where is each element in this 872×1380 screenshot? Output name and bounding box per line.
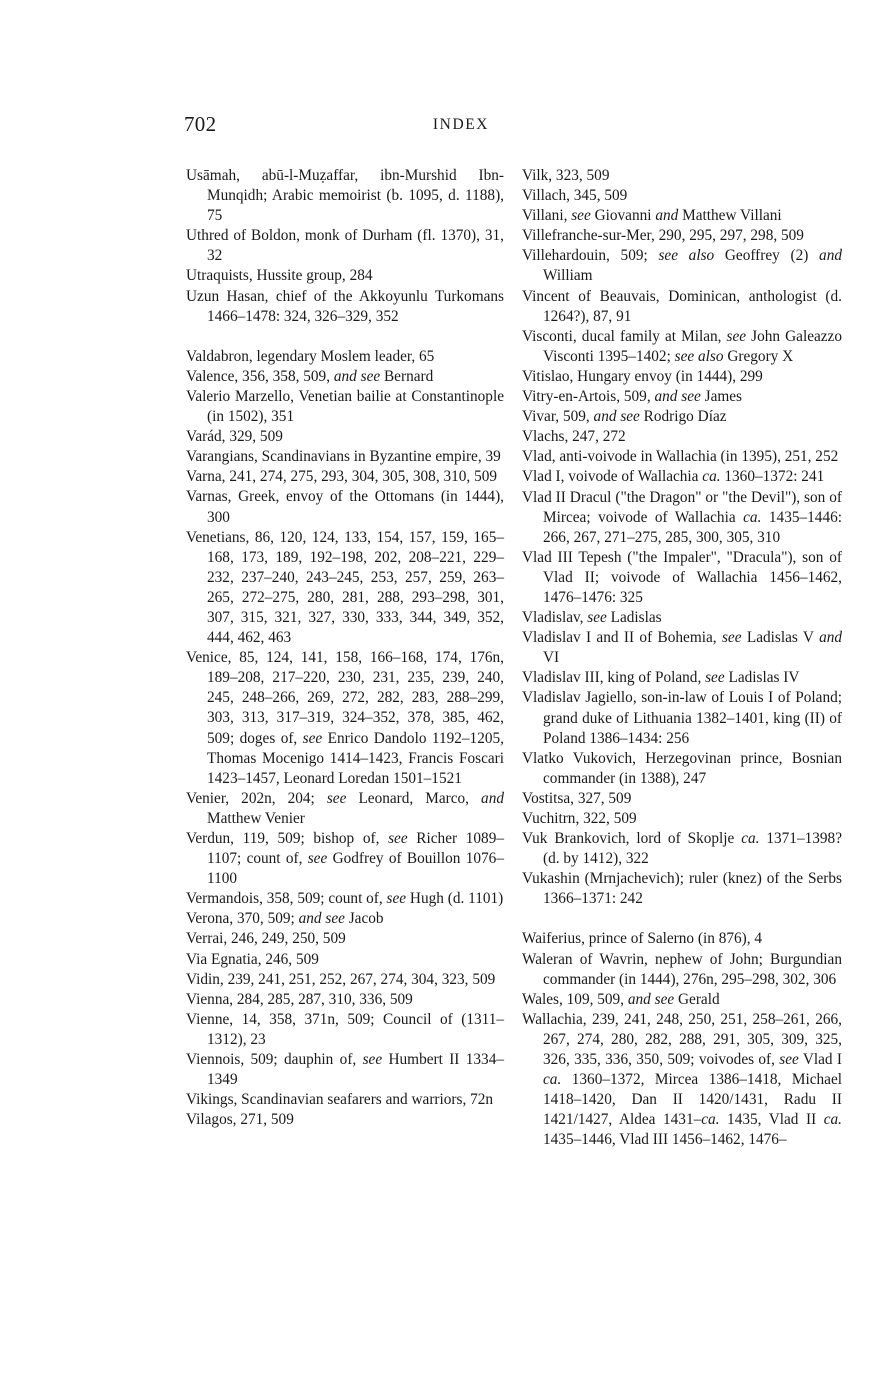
index-entry: Uthred of Boldon, monk of Durham (fl. 1370), 31, 32 [186, 227, 504, 265]
index-entry: Vienne, 14, 358, 371n, 509; Council of (1311–1312), 23 [186, 1010, 504, 1048]
index-entry: Uzun Hasan, chief of the Akkoyunlu Turkomans 1466–1478: 324, 326–329, 352 [186, 287, 504, 325]
index-entry: Villefranche-sur-Mer, 290, 295, 297, 298, 509 [522, 227, 804, 245]
index-entry: Waiferius, prince of Salerno (in 876), 4 [522, 930, 763, 948]
index-column-right [522, 166, 842, 1151]
index-entry: Verona, 370, 509; and see Jacob [186, 910, 384, 928]
index-entry: Varangians, Scandinavians in Byzantine empire, 39 [186, 448, 501, 466]
page-number: 702 [184, 112, 217, 136]
letter-group-gap [522, 909, 842, 929]
index-entry: Valence, 356, 358, 509, and see Bernard [186, 367, 434, 385]
index-entry: Venice, 85, 124, 141, 158, 166–168, 174, 176n, 189–208, 217–220, 230, 231, 235, 239, 240, 245, 248–266, 269, 272, 282, 283, 288–299, 303, 313, 317–319, 324–352, 378, 385, 462, 509; doges of, see Enrico Dandolo 1192–1205, Thomas Mocenigo 1414–1423, Francis Foscari 1423–1457, Leonard Loredan 1501–1521 [186, 649, 504, 787]
index-entry: Vladislav Jagiello, son-in-law of Louis I of Poland; grand duke of Lithuania 1382–1401, king (II) of Poland 1386–1434: 256 [522, 689, 842, 747]
index-entry: Vlad III Tepesh ("the Impaler", "Dracula"), son of Vlad II; voivode of Wallachia 1456–1462, 1476–1476: 325 [522, 548, 842, 606]
index-entry: Vlad II Dracul ("the Dragon" or "the Devil"), son of Mircea; voivode of Wallachia ca. 1435–1446: 266, 267, 271–275, 285, 300, 305, 310 [522, 488, 842, 546]
index-entry: Wales, 109, 509, and see Gerald [522, 990, 720, 1008]
index-entry: Vermandois, 358, 509; count of, see Hugh (d. 1101) [186, 890, 504, 908]
index-entry: Verdun, 119, 509; bishop of, see Richer 1089–1107; count of, see Godfrey of Bouillon 1076–1100 [186, 830, 504, 888]
index-entry: Vladislav III, king of Poland, see Ladislas IV [522, 669, 800, 687]
index-entry: Vitislao, Hungary envoy (in 1444), 299 [522, 367, 763, 385]
index-entry: Villehardouin, 509; see also Geoffrey (2) and William [522, 247, 842, 285]
index-entry: Varna, 241, 274, 275, 293, 304, 305, 308, 310, 509 [186, 468, 498, 486]
index-entry: Villach, 345, 509 [522, 187, 628, 205]
index-entry: Vlad I, voivode of Wallachia ca. 1360–1372: 241 [522, 468, 825, 486]
index-entry: Vidin, 239, 241, 251, 252, 267, 274, 304, 323, 509 [186, 970, 496, 988]
index-column-left [186, 166, 504, 1130]
index-entry: Vlachs, 247, 272 [522, 428, 626, 446]
index-entry: Vlad, anti-voivode in Wallachia (in 1395), 251, 252 [522, 448, 839, 466]
index-entry: Venier, 202n, 204; see Leonard, Marco, and Matthew Venier [186, 789, 504, 827]
index-entry: Viennois, 509; dauphin of, see Humbert II 1334–1349 [186, 1051, 504, 1089]
index-entry: Vlatko Vukovich, Herzegovinan prince, Bosnian commander (in 1388), 247 [522, 749, 842, 787]
index-entry: Vukashin (Mrnjachevich); ruler (knez) of the Serbs 1366–1371: 242 [522, 870, 842, 908]
index-entry: Vienna, 284, 285, 287, 310, 336, 509 [186, 990, 413, 1008]
index-entry: Vuk Brankovich, lord of Skoplje ca. 1371–1398? (d. by 1412), 322 [522, 830, 842, 868]
index-entry: Vincent of Beauvais, Dominican, anthologist (d. 1264?), 87, 91 [522, 287, 842, 325]
index-entry: Villani, see Giovanni and Matthew Villani [522, 207, 782, 225]
letter-group-gap [186, 327, 504, 347]
index-entry: Verrai, 246, 249, 250, 509 [186, 930, 346, 948]
index-entry: Vivar, 509, and see Rodrigo Díaz [522, 408, 727, 426]
index-entry: Vikings, Scandinavian seafarers and warriors, 72n [186, 1091, 494, 1109]
index-entry: Via Egnatia, 246, 509 [186, 950, 319, 968]
index-entry: Vostitsa, 327, 509 [522, 789, 632, 807]
index-entry: Vilagos, 271, 509 [186, 1111, 294, 1129]
index-entry: Vilk, 323, 509 [522, 167, 610, 184]
index-entry: Vuchitrn, 322, 509 [522, 810, 637, 827]
index-entry: Varnas, Greek, envoy of the Ottomans (in 1444), 300 [186, 488, 504, 526]
index-entry: Venetians, 86, 120, 124, 133, 154, 157, 159, 165–168, 173, 189, 192–198, 202, 208–221, 229–232, 237–240, 243–245, 253, 257, 259, 263–265, 272–275, 280, 281, 288, 293–298, 301, 307, 315, 321, 327, 330, 333, 344, 349, 352, 444, 462, 463 [186, 528, 504, 647]
index-entry: Wallachia, 239, 241, 248, 250, 251, 258–261, 266, 267, 274, 280, 282, 288, 291, 305, 309, 325, 326, 335, 336, 350, 509; voivodes of, see Vlad I ca. 1360–1372, Mircea 1386–1418, Michael 1418–1420, Dan II 1420/1431, Radu II 1421/1427, Aldea 1431–ca. 1435, Vlad II ca. 1435–1446, Vlad III 1456–1462, 1476– [522, 1010, 842, 1149]
index-entry: Utraquists, Hussite group, 284 [186, 267, 373, 285]
index-entry: Vladislav, see Ladislas [522, 609, 662, 627]
index-entry: Valdabron, legendary Moslem leader, 65 [186, 347, 435, 365]
index-entry: Vladislav I and II of Bohemia, see Ladislas V and VI [522, 629, 843, 667]
index-entry: Vitry-en-Artois, 509, and see James [522, 388, 743, 406]
index-entry: Varád, 329, 509 [186, 428, 283, 446]
running-head: INDEX [432, 116, 490, 133]
index-entry: Waleran of Wavrin, nephew of John; Burgundian commander (in 1444), 276n, 295–298, 302, 306 [522, 950, 842, 988]
index-entry: Valerio Marzello, Venetian bailie at Constantinople (in 1502), 351 [186, 387, 504, 426]
index-entry: Visconti, ducal family at Milan, see John Galeazzo Visconti 1395–1402; see also Gregory X [522, 327, 842, 365]
index-entry: Usāmah, abū-l-Muẓaffar, ibn-Murshid Ibn-Munqidh; Arabic memoirist (b. 1095, d. 1188), 75 [186, 167, 504, 225]
